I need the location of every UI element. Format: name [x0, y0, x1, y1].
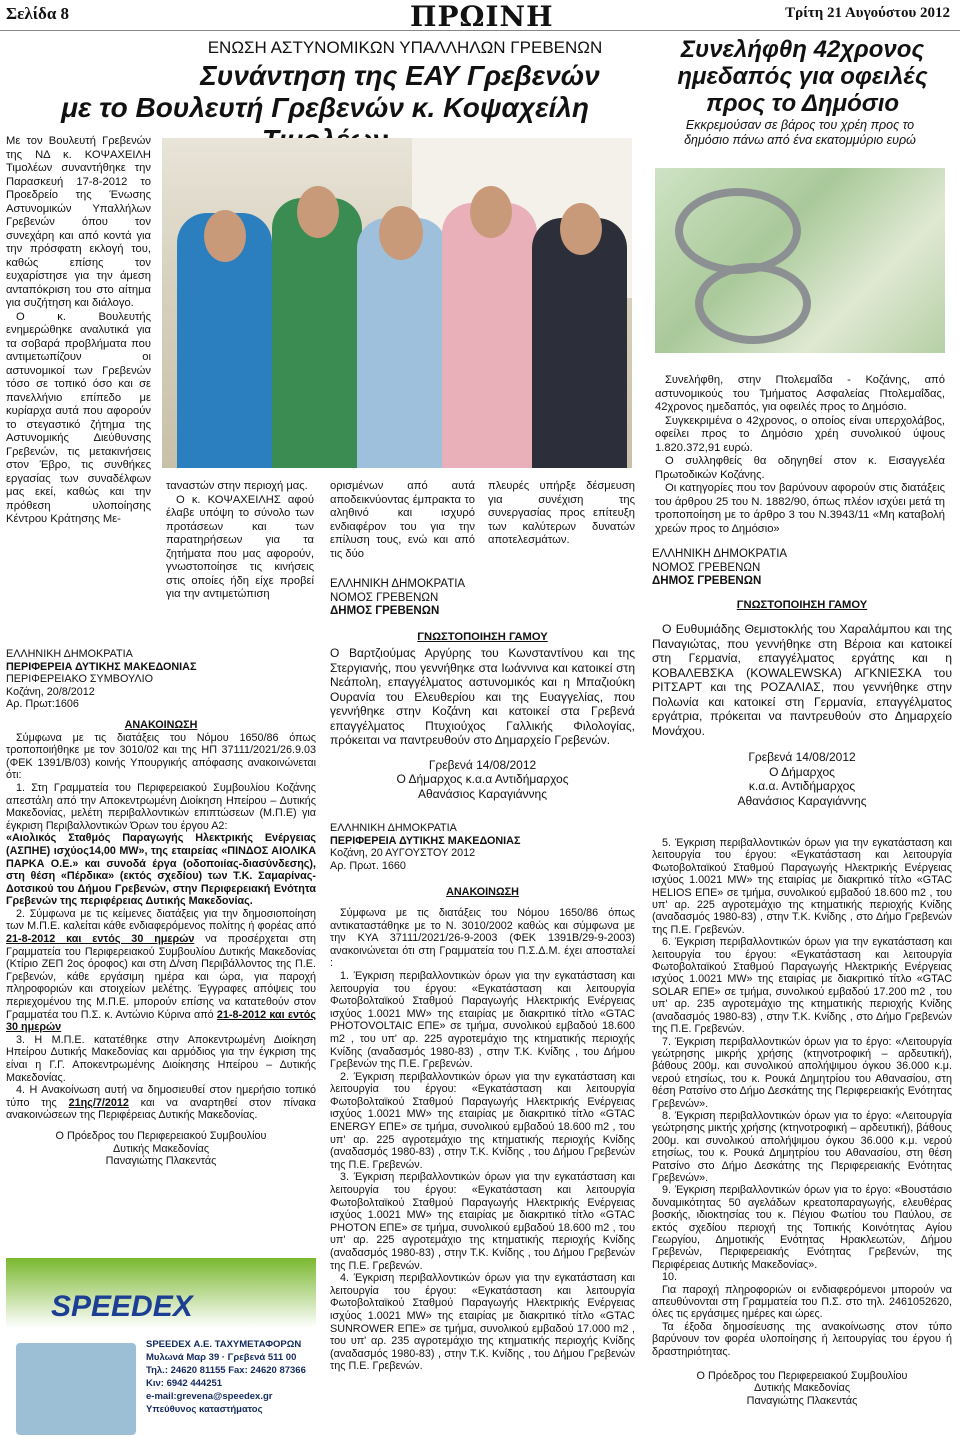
- signature-line: Παναγιώτης Πλακεντάς: [746, 1394, 858, 1407]
- page-number: Σελίδα 8: [6, 4, 70, 23]
- announcement-2-continued: [652, 837, 952, 1407]
- notice-signature: [6, 1130, 316, 1168]
- notice-signature: [652, 1370, 952, 1407]
- notice-paragraph: Τα έξοδα δημοσίευσης της ανακοίνωσης στον τύπο βαρύνουν τον φορέα υλοποίησης ή λειτουργίας του έργου ή δραστηριότητας.: [652, 1320, 952, 1358]
- signature-line: Αθανάσιος Καραγιάννης: [737, 793, 867, 808]
- arrest-title-line1: Συνελήφθη 42χρονος: [680, 36, 925, 63]
- notice-title: ΑΝΑΚΟΙΝΩΣΗ: [446, 886, 519, 899]
- article-title-line2: με το Βουλευτή Γρεβενών κ. Κοψαχείλη: [61, 92, 589, 123]
- signature-line: Ο Δήμαρχος: [769, 764, 835, 779]
- notice-item: 5. Έγκριση περιβαλλοντικών όρων για την εγκατάσταση και λειτουργία του έργου: «Εγκατάσταση και λειτουργία Φωτοβολταϊκού Σταθμού Παραγωγής Ηλεκτρικής Ενέργειας ισχύος 1.0021 MW» της εταιρίας με διακριτικό τίτλο «GTAC HELIOS ΕΠΕ» σε τμήμα, συνολικού εμβαδού 18.600 m2 , του υπ' αρ. 225 αγροτεμάχιο της κτηματικής περιοχής Κνίδης (αναδασμός 1980-83) , στην Τ.Κ. Κνίδης , στο Δήμο Γρεβενών της Π.Ε. Γρεβενών.: [652, 837, 952, 936]
- arrest-paragraph: Οι κατηγορίες που τον βαρύνουν αφορούν στις διατάξεις του άρθρου 25 του Ν. 1882/90, όπως πλέον ισχύει μετά τη τροποποίηση με το άρθρο 3 του Ν.3943/11 «Μη καταβολή χρεών προς το Δημόσιο»: [655, 482, 945, 535]
- marriage-notice-2: [330, 578, 635, 801]
- notice-signature: [330, 758, 635, 802]
- signature-line: Ο Δήμαρχος κ.α.α Αντιδήμαρχος: [396, 772, 569, 786]
- article-paragraph: Ο κ. ΚΟΨΑΧΕΙΛΗΣ αφού έλαβε υπόψη το σύνολο των προτάσεων και των παρατηρήσεων για τα ζητήματα που μας αφορούν, γνωστοποίησε τις κινήσεις στις οποίες ήδη είχε προβεί για την αντιμετώπιση: [166, 493, 314, 600]
- article-col1: [6, 135, 151, 527]
- notice-paragraph: 3. Η Μ.Π.Ε. κατατέθηκε στην Αποκεντρωμένη Διοίκηση Ηπείρου Δυτικής Μακεδονίας και αρμόδιος για την έγκριση της είναι η Γ.Γ. Αποκεντρωμένης Διοίκησης Ηπείρου – Δυτικής Μακεδονίας.: [6, 1033, 316, 1084]
- notice-deadline: 21-8-2012 και εντός 30 ημερών: [6, 1008, 317, 1034]
- ad-line: Υπεύθυνος καταστήματος: [146, 1404, 263, 1415]
- ad-line: e-mail:grevena@speedex.gr: [146, 1391, 273, 1402]
- notice-text: 2. Σύμφωνα με τις κείμενες διατάξεις για την δημοσιοποίηση των Μ.Π.Ε. καλείται κάθε ενδιαφερόμενος πολίτης ή φορέας από: [6, 907, 316, 933]
- arrest-paragraph: Συνελήφθη, στην Πτολεμαΐδα - Κοζάνης, από αστυνομικούς του Τμήματος Ασφαλείας Πτολεμαΐδας, 42χρονος ημεδαπός, για οφειλές προς το Δημόσιο.: [655, 374, 945, 413]
- signature-line: Δυτικής Μακεδονίας: [112, 1142, 210, 1155]
- ad-line: Μυλωνά Μαρ 39 · Γρεβενά 511 00: [146, 1352, 297, 1363]
- article-col4: πλευρές υπήρξε δέσμευση για συνέχιση της συνεργασίας προς επίτευξη των καλύτερων δυνατών αποτελεσμάτων.: [488, 480, 635, 546]
- signature-line: Γρεβενά 14/08/2012: [748, 750, 856, 764]
- notice-header-line: ΠΕΡΙΦΕΡΕΙΑΚΟ ΣΥΜΒΟΥΛΙΟ: [6, 673, 154, 686]
- signature-line: κ.α.α. Αντιδήμαρχος: [748, 779, 856, 793]
- signature-line: Ο Πρόεδρος του Περιφερειακού Συμβουλίου: [696, 1370, 908, 1383]
- notice-paragraph: Σύμφωνα με τις διατάξεις του Νόμου 1650/86 όπως αντικαταστάθηκε με το Ν. 3010/2002 καθώς και σύμφωνα με την ΚΥΑ 37111/2021/26-9-2003 (ΦΕΚ 1391Β/29-9-2003) ανακοινώνεται ότι στη Γραμματεία του Π.Σ.Δ.Μ. έχει αποσταλεί :: [330, 906, 635, 970]
- article-paragraph: Με τον Βουλευτή Γρεβενών της ΝΔ κ. ΚΟΨΑΧΕΙΛΗ Τιμολέων συναντήθηκε την Παρασκευή 17-8-2012 το Προεδρείο της Ένωσης Αστυνομικών Υπαλλήλων Γρεβενών όπου τον συνεχάρη και από κοντά για την πρόσφατη εκλογή του, καθώς επίσης τον ευχαρίστησε για την άμεση ανταπόκριση του στο αίτημα για συζήτηση και διάλογο.: [6, 135, 151, 309]
- arrest-title-line2: ημεδαπός για οφειλές: [677, 63, 928, 90]
- notice-header-line: ΔΗΜΟΣ ΓΡΕΒΕΝΩΝ: [652, 575, 762, 587]
- notice-text: 4. Η Ανακοίνωση αυτή να δημοσιευθεί στον ημερήσιο τοπικό τύπο της: [6, 1084, 316, 1109]
- issue-date: Τρίτη 21 Αυγούστου 2012: [785, 5, 950, 21]
- signature-line: Γρεβενά 14/08/2012: [428, 757, 537, 772]
- person-4: [442, 203, 537, 468]
- arrest-paragraph: Ο συλληφθείς θα οδηγηθεί στον κ. Εισαγγελέα Πρωτοδικών Κοζάνης.: [655, 455, 945, 481]
- marriage-notice-1: [652, 548, 952, 808]
- notice-signature: [652, 750, 952, 808]
- notice-paragraph: Για παροχή πληροφοριών οι ενδιαφερόμενοι μπορούν να απευθύνονται στη Γραμματεία του Π.Σ. στο τηλ. 2461052620, όλες τις εργάσιμες ημέρες και ώρες.: [652, 1283, 952, 1321]
- notice-paragraph: «Αιολικός Σταθμός Παραγωγής Ηλεκτρικής Ενέργειας (ΑΣΠΗΕ) ισχύος14,00 MW», της εταιρείας «ΠΙΝΔΟΣ ΑΙΟΛΙΚΑ ΠΑΡΚΑ Ο.Ε.» και συνοδά έργα (οδοποιίας-διασύνδεσης), στη θέση «Πέρδικα» (εκτός σχεδίου) των Τ.Κ. Σαμαρίνας-Δοτσικού του Δήμου Γρεβενών, στην Περιφερειακή Ενότητα Γρεβενών της περιφέρειας Δυτικής Μακεδονίας.: [6, 832, 316, 908]
- notice-header-line: ΕΛΛΗΝΙΚΗ ΔΗΜΟΚΡΑΤΙΑ: [652, 548, 788, 560]
- person-4-head: [470, 186, 512, 238]
- notice-header-line: Αρ. Πρωτ:1606: [6, 698, 79, 711]
- notice-deadline: 21-8-2012 και εντός 30 ημερών: [6, 933, 195, 946]
- notice-item: 1. Έγκριση περιβαλλοντικών όρων για την εγκατάσταση και λειτουργία του έργου: «Εγκατάσταση και λειτουργία Φωτοβολταϊκού Σταθμού Παραγωγής Ηλεκτρικής Ενέργειας ισχύος 1.0021 MW» της εταιρίας με διακριτικό τίτλο «GTAC PHOTOVOLTAIC ΕΠΕ» σε τμήμα, συνολικού εμβαδού 18.600 m2 , του υπ' αρ. 225 αγροτεμάχιο της κτηματικής περιοχής Κνίδης (αναδασμός 1980-83) , στην Τ.Κ. Κνίδης , του Δήμου Γρεβενών της Π.Ε. Γρεβενών.: [330, 969, 635, 1071]
- arrest-headline: [650, 36, 955, 117]
- announcement-1: [6, 648, 316, 1168]
- arrest-subtitle: Εκκρεμούσαν σε βάρος του χρέη προς το δημόσιο πάνω από ένα εκατομμύριο ευρώ: [684, 118, 916, 147]
- page-header: [0, 0, 960, 31]
- signature-line: Δυτικής Μακεδονίας: [753, 1382, 851, 1395]
- notice-header-line: ΕΛΛΗΝΙΚΗ ΔΗΜΟΚΡΑΤΙΑ: [6, 648, 133, 660]
- notice-text: και να αναρτηθεί στον πίνακα ανακοινώσεων της Περιφέρειας Δυτικής Μακεδονίας.: [6, 1096, 317, 1122]
- notice-item: 10.: [662, 1271, 678, 1284]
- newspaper-logo: ΠΡΩΙΝΗ: [410, 0, 554, 33]
- signature-line: Αθανάσιος Καραγιάννης: [417, 786, 548, 801]
- arrest-title-line3: προς το Δημόσιο: [705, 90, 900, 117]
- ad-line: Κιν: 6942 444251: [146, 1378, 223, 1389]
- handcuff-icon: [675, 188, 801, 274]
- speedex-logo: SPEEDEX: [51, 1290, 193, 1323]
- notice-item: 2. Έγκριση περιβαλλοντικών όρων για την εγκατάσταση και λειτουργία του έργου: «Εγκατάσταση και λειτουργία Φωτοβολταϊκού Σταθμού Παραγωγής Ηλεκτρικής Ενέργειας ισχύος 1.0021 MW» της εταιρίας με διακριτικό τίτλο «GTAC ENERGY ΕΠΕ» σε τμήμα, συνολικού εμβαδού 18.600 m2 , του υπ' αρ. 225 αγροτεμάχιο της κτηματικής περιοχής Κνίδης (αναδασμός 1980-83) , στην Τ.Κ. Κνίδης , του Δήμου Γρεβενών της Π.Ε. Γρεβενών.: [330, 1070, 635, 1171]
- notice-header-line: ΝΟΜΟΣ ΓΡΕΒΕΝΩΝ: [330, 591, 439, 604]
- arrest-body: [655, 374, 945, 536]
- notice-date: 21ης/7/2012: [68, 1096, 129, 1109]
- notice-item: 9. Έγκριση περιβαλλοντικών όρων για το έργο: «Βουστάσιο δυναμικότητας 50 αγελάδων κρεατοπαραγωγής, ελευθέρας βοσκής, ιδιοκτησίας του κ. Πέγιου Φωτίου του Παύλου, σε εκτός σχεδίου περιοχή της Τοπικής Κοινότητας Αγίου Γεωργίου, Δημοτικής Ενότητας Ηρακλεωτών, Δήμου Γρεβενών, Περιφερειακής Ενότητας Γρεβενών, της Περιφέρειας Δυτικής Μακεδονίας».: [652, 1184, 952, 1271]
- notice-header-line: ΠΕΡΙΦΕΡΕΙΑ ΔΥΤΙΚΗΣ ΜΑΚΕΔΟΝΙΑΣ: [6, 660, 197, 673]
- notice-item: 4. Έγκριση περιβαλλοντικών όρων για την εγκατάσταση και λειτουργία του έργου: «Εγκατάσταση και λειτουργία Φωτοβολταϊκού Σταθμού Παραγωγής Ηλεκτρικής Ενέργειας ισχύος 1.0021 MW» της εταιρίας με διακριτικό τίτλο «GTAC SUNROWER ΕΠΕ» σε τμήμα, συνολικού εμβαδού 17.000 m2 , του υπ' αρ. 235 αγροτεμάχιο της κτηματικής περιοχής Κνίδης (αναδασμός 1980-83) , στην Τ.Κ. Κνίδης , του Δήμου Γρεβενών της Π.Ε. Γρεβενών.: [330, 1272, 635, 1373]
- ad-line: SPEEDEX Α.Ε. ΤΑΧΥΜΕΤΑΦΟΡΩΝ: [146, 1339, 302, 1350]
- notice-header-line: ΠΕΡΙΦΕΡΕΙΑ ΔΥΤΙΚΗΣ ΜΑΚΕΔΟΝΙΑΣ: [330, 834, 521, 847]
- notice-header-line: Κοζάνη, 20 ΑΥΓΟΥΣΤΟΥ 2012: [330, 847, 476, 860]
- notice-header-line: ΕΛΛΗΝΙΚΗ ΔΗΜΟΚΡΑΤΙΑ: [330, 822, 457, 834]
- article-paragraph: ταναστών στην περιοχή μας.: [166, 480, 308, 492]
- notice-item: 8. Έγκριση περιβαλλοντικών όρων για το έργο: «Λειτουργία γεώτρησης μικτής χρήσης (κτηνοτροφική – αρδευτική), βάθους 200μ. και συνολικού απολήψιμου όγκου 36.000 κ.μ. νερού ετησίως, του κ. Ρουκά Δημητρίου του Αθανασίου, στη θέση Ρατσίνο στο Δήμο Δεσκάτης της Περιφερειακής Ενότητας Γρεβενών».: [652, 1109, 952, 1184]
- notice-text: να προσέρχεται στη Γραμματεία του Περιφερειακού Συμβουλίου Δυτικής Μακεδονίας (Κτίριο ΖΕΠ 2ος όροφος) και στη Δ/νση Περιβάλλοντος της Π.Ε. Γρεβενών, κάθε εργάσιμη ημέρα και ώρα, για παροχή πληροφοριών και στοιχείων μελέτης. Έγγραφες απόψεις του περιεχομένου της Μ.Π.Ε. μπορούν επίσης να κατατεθούν στον Γραμματέα του Π.Σ. κ. Αντώνιο Κύρινα από: [6, 933, 316, 1021]
- notice-paragraph: 1. Στη Γραμματεία του Περιφερειακού Συμβουλίου Κοζάνης απεστάλη από την Αποκεντρωμένη Διοίκηση Ηπείρου – Δυτικής Μακεδονίας, μελέτη περιβαλλοντικών επιπτώσεων (Μ.Π.Ε) για έγκριση Περιβαλλοντικών Όρων του έργου Α2:: [6, 781, 316, 832]
- article-paragraph: Ο κ. Βουλευτής ενημερώθηκε αναλυτικά για τα σοβαρά προβλήματα που αντιμετωπίζουν οι αστυνομικοί των Γρεβενών τόσο σε τοπικό όσο και σε πανελλήνιο επίπεδο με κυρίαρχα αυτά που αφορούν το στεγαστικό ζήτημα της Αστυνομικής Διεύθυνσης Γρεβενών, τις μετακινήσεις στον Έβρο, τις συνθήκες εργασίας των συναδέλφων μας εκεί, καθώς και την πρόθεση υλοποίησης Κέντρου Κράτησης Με-: [6, 310, 151, 525]
- arrest-paragraph: Συγκεκριμένα ο 42χρονος, ο οποίος είναι υπερχολάβος, οφείλει προς το Δημόσιο χρέη συνολικού ύψους 1.820.372,91 ευρώ.: [655, 414, 945, 454]
- meeting-photo: [162, 138, 632, 468]
- article-col2: [166, 480, 314, 602]
- signature-line: Παναγιώτης Πλακεντάς: [105, 1155, 217, 1168]
- notice-header-line: ΝΟΜΟΣ ΓΡΕΒΕΝΩΝ: [652, 561, 761, 574]
- speedex-advertisement: [6, 1258, 316, 1443]
- person-5: [532, 218, 627, 468]
- notice-header-line: Κοζάνη, 20/8/2012: [6, 685, 95, 698]
- notice-item: 3. Έγκριση περιβαλλοντικών όρων για την εγκατάσταση και λειτουργία του έργου: «Εγκατάσταση και λειτουργία Φωτοβολταϊκού Σταθμού Παραγωγής Ηλεκτρικής Ενέργειας ισχύος 1.0021 MW» της εταιρίας με διακριτικό τίτλο «GTAC PHOTON ΕΠΕ» σε τμήμα, συνολικού εμβαδού 18.600 m2 , του υπ' αρ. 225 αγροτεμάχιο της κτηματικής περιοχής Κνίδης (αναδασμός 1980-83) , στην Τ.Κ. Κνίδης , του Δήμου Γρεβενών της Π.Ε. Γρεβενών.: [330, 1171, 635, 1272]
- article-col3: ορισμένων από αυτά αποδεικνύοντας έμπρακτα το αληθινό και ισχυρό ενδιαφέρον του για την επίλυση τους, ενώ και από τις δύο: [330, 480, 475, 560]
- person-5-head: [560, 203, 602, 255]
- article-title-line1: Συνάντηση της ΕΑΥ Γρεβενών: [200, 60, 600, 91]
- ad-contact: [146, 1338, 316, 1416]
- notice-body: Ο Βαρτζιούμας Αργύρης του Κωνσταντίνου και της Στεργιανής, που γεννήθηκε στα Ιωάννινα και κατοικεί στη Νεάπολη, επαγγέλματος αστυνομικός και η Μπαζιούκη Ουρανία του Ελευθερίου και της Ευαγγελίας, που γεννήθηκε στην Κοζάνη και κατοικεί στα Γρεβενά επαγγέλματος Πτυχιούχος Γαλλικής Φιλολογίας, πρόκειται να παντρευθούν στο Δημαρχείο Γρεβενών.: [330, 646, 635, 747]
- notice-item: 7. Έγκριση περιβαλλοντικών όρων για το έργο: «Λειτουργία γεώτρησης μικρής χρήσης (κτηνοτροφική – αρδευτική), βάθους 200μ. και συνολικού απολήψιμου όγκου 36.000 κ.μ. νερού ετησίως, του κ. Ρουκά Δημητρίου του Αθανασίου, στη θέση Ρατσίνο στο Δήμο Δεσκάτης της Περιφερειακής Ενότητας Γρεβενών».: [652, 1035, 952, 1110]
- ad-line: Τηλ.: 24620 81155 Fax: 24620 87366: [146, 1365, 306, 1376]
- ad-photo: [16, 1343, 136, 1435]
- money-handcuffs-photo: [655, 168, 945, 353]
- handcuff-icon: [695, 263, 811, 344]
- person-2: [272, 198, 362, 468]
- notice-header-line: ΔΗΜΟΣ ΓΡΕΒΕΝΩΝ: [330, 605, 440, 617]
- notice-body: Ο Ευθυμιάδης Θεμιστοκλής του Χαραλάμπου και της Παναγιώτας, που γεννήθηκε στη Βέροια και κατοικεί στη Γερμανία, επαγγέλματος εργάτης και η ΚΟΒΑΛΕΒΣΚΑ (KOWALEWSKA) ΑΓΚΝΙΕΣΚΑ του ΡΙΤΣΑΡΤ και της ΡΟΖΑΛΙΑΣ, που γεννήθηκε στην Πολωνία και κατοικεί στη Γερμανία, επαγγέλματος εργάτρια, πρόκειται να παντρευθούν στο Δημαρχείο Μονάχου.: [652, 622, 952, 738]
- article-kicker: ΕΝΩΣΗ ΑΣΤΥΝΟΜΙΚΩΝ ΥΠΑΛΛΗΛΩΝ ΓΡΕΒΕΝΩΝ: [207, 38, 603, 57]
- notice-title: ΑΝΑΚΟΙΝΩΣΗ: [124, 718, 198, 731]
- signature-line: Ο Πρόεδρος του Περιφερειακού Συμβουλίου: [55, 1129, 267, 1142]
- notice-title: ΓΝΩΣΤΟΠΟΙΗΣΗ ΓΑΜΟΥ: [417, 630, 548, 643]
- person-2-head: [297, 186, 339, 238]
- notice-title: ΓΝΩΣΤΟΠΟΙΗΣΗ ΓΑΜΟΥ: [736, 598, 868, 611]
- notice-header-line: Αρ. Πρωτ. 1660: [330, 859, 406, 872]
- person-3-head: [379, 206, 423, 260]
- notice-paragraph: Σύμφωνα με τις διατάξεις του Νόμου 1650/86 όπως τροποποιήθηκε με τον 3010/02 και της ΗΠ 37111/2021/26.9.03 (ΦΕΚ 1391/Β/03) κοινής Υπουργικής απόφασης ανακοινώνεται ότι:: [6, 731, 316, 782]
- person-1-head: [204, 210, 246, 262]
- announcement-2: [330, 822, 635, 1373]
- notice-item: 6. Έγκριση περιβαλλοντικών όρων για την εγκατάσταση και λειτουργία του έργου: «Εγκατάσταση και λειτουργία Φωτοβολταϊκού Σταθμού Παραγωγής Ηλεκτρικής Ενέργειας ισχύος 1.0021 MW» της εταιρίας με διακριτικό τίτλο «GTAC SOLAR ΕΠΕ» σε τμήμα, συνολικού εμβαδού 17.200 m2 , του υπ' αρ. 235 αγροτεμάχιο της κτηματικής περιοχής Κνίδης (αναδασμός 1980-83) , στην Τ.Κ. Κνίδης , στο Δήμο Γρεβενών της Π.Ε. Γρεβενών.: [652, 936, 952, 1036]
- notice-header-line: ΕΛΛΗΝΙΚΗ ΔΗΜΟΚΡΑΤΙΑ: [330, 578, 466, 590]
